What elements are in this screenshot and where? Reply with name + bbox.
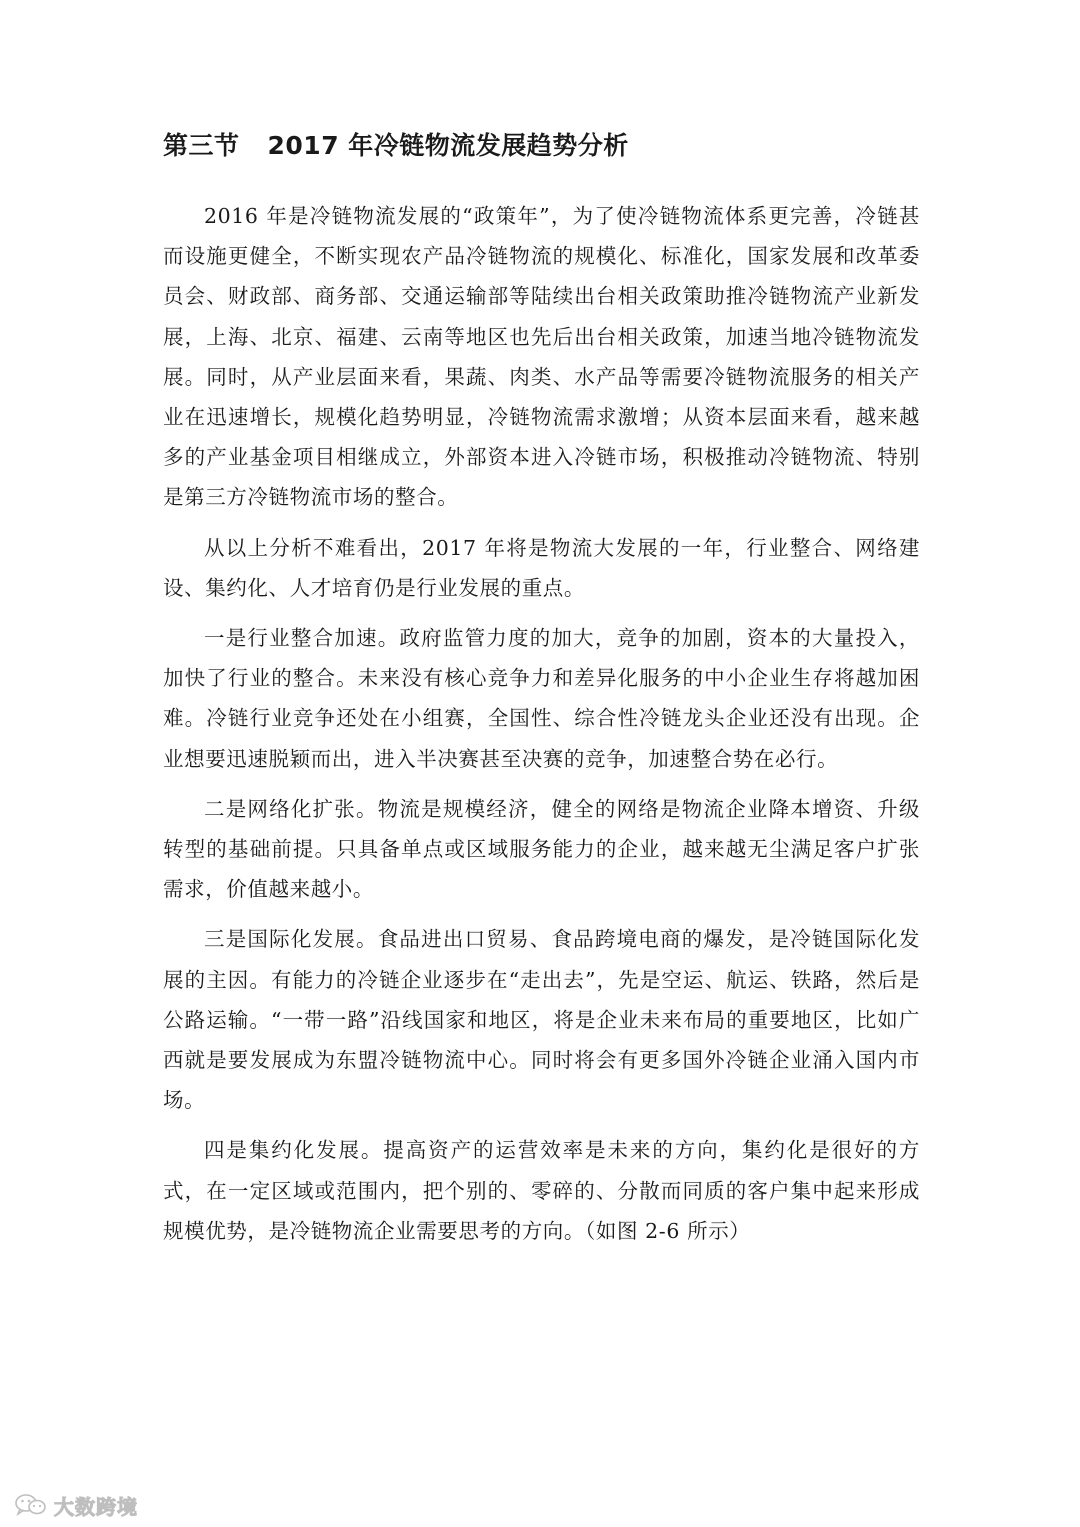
paragraph-trend-3: 三是国际化发展。食品进出口贸易、食品跨境电商的爆发，是冷链国际化发展的主因。有能力的冷链企业逐步在“走出去”，先是空运、航运、铁路，然后是公路运输。“一带一路”沿线国家和地区，将是企业未来布局的重要地区，比如广西就是要发展成为东盟冷链物流中心。同时将会有更多国外冷链企业涌入国内市场。: [163, 927, 920, 1113]
section-title: [163, 128, 923, 164]
paragraph-intro: 2016 年是冷链物流发展的“政策年”，为了使冷链物流体系更完善，冷链甚而设施更健全，不断实现农产品冷链物流的规模化、标准化，国家发展和改革委员会、财政部、商务部、交通运输部等陆续出台相关政策助推冷链物流产业新发展，上海、北京、福建、云南等地区也先后出台相关政策，加速当地冷链物流发展。同时，从产业层面来看，果蔬、肉类、水产品等需要冷链物流服务的相关产业在迅速增长，规模化趋势明显，冷链物流需求激增；从资本层面来看，越来越多的产业基金项目相继成立，外部资本进入冷链市场，积极推动冷链物流、特别是第三方冷链物流市场的整合。: [163, 204, 920, 510]
paragraph-trend-1: 一是行业整合加速。政府监管力度的加大，竞争的加剧，资本的大量投入，加快了行业的整合。未来没有核心竞争力和差异化服务的中小企业生存将越加困难。冷链行业竞争还处在小组赛，全国性、综合性冷链龙头企业还没有出现。企业想要迅速脱颖而出，进入半决赛甚至决赛的竞争，加速整合势在必行。: [163, 626, 920, 771]
paragraph-summary: 从以上分析不难看出，2017 年将是物流大发展的一年，行业整合、网络建设、集约化、人才培育仍是行业发展的重点。: [163, 535, 920, 600]
paragraph-trend-2: 二是网络化扩张。物流是规模经济，健全的网络是物流企业降本增资、升级转型的基础前提。只具备单点或区域服务能力的企业，越来越无尘满足客户扩张需求，价值越来越小。: [163, 796, 920, 902]
watermark: [14, 1490, 138, 1520]
paragraph-trend-4: 四是集约化发展。提高资产的运营效率是未来的方向，集约化是很好的方式，在一定区域或范围内，把个别的、零碎的、分散而同质的客户集中起来形成规模优势，是冷链物流企业需要思考的方向。（如图 2-6 所示）: [163, 1138, 920, 1243]
section-title-text: 2017 年冷链物流发展趋势分析: [267, 131, 629, 160]
watermark-text: 大数跨境: [54, 1494, 138, 1519]
body-text: [163, 196, 920, 1261]
wechat-logo-icon: [14, 1492, 48, 1518]
section-title-prefix: 第三节: [163, 131, 240, 160]
